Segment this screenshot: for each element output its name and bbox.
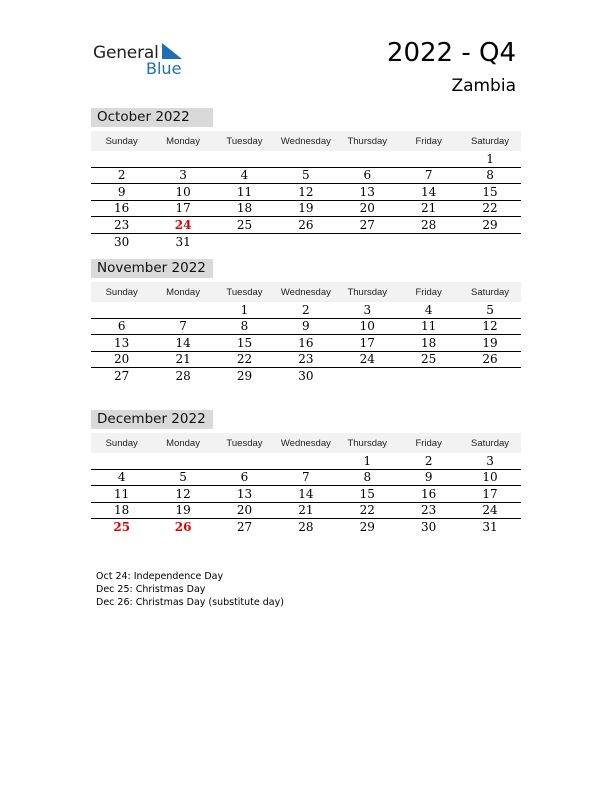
date-cell: 26 <box>298 217 314 232</box>
date-cell: 28 <box>421 217 437 232</box>
date-cell: 10 <box>175 184 191 199</box>
date-cell: 5 <box>302 168 310 183</box>
weekday-label: Tuesday <box>226 286 263 298</box>
date-cell: 23 <box>298 352 314 367</box>
date-cell: 2 <box>424 453 433 468</box>
weekday-label: Thursday <box>347 135 388 147</box>
weekday-label: Saturday <box>471 135 510 147</box>
date-cell: 8 <box>363 470 372 485</box>
date-cell: 5 <box>486 302 494 317</box>
holiday-note: Oct 24: Independence Day <box>96 571 224 582</box>
week-row <box>91 319 521 336</box>
generalblue-logo <box>93 40 203 80</box>
date-cell: 30 <box>421 520 437 535</box>
date-cell: 29 <box>482 217 498 232</box>
date-cell: 12 <box>482 319 498 334</box>
weekday-label: Monday <box>166 286 200 298</box>
week-row <box>91 368 521 385</box>
date-cell: 20 <box>114 352 130 367</box>
date-cell: 18 <box>114 503 130 518</box>
month-december <box>91 410 521 536</box>
date-cell: 7 <box>302 470 310 485</box>
date-cell: 23 <box>114 217 130 232</box>
weekday-label: Monday <box>166 437 200 449</box>
week-row <box>91 519 521 536</box>
date-cell: 27 <box>359 217 375 232</box>
holiday-date-cell: 25 <box>113 520 131 535</box>
month-october <box>91 108 521 250</box>
date-cell: 7 <box>179 319 187 334</box>
date-cell: 2 <box>302 302 310 317</box>
date-cell: 19 <box>482 335 498 350</box>
holiday-date-cell: 26 <box>174 520 192 535</box>
date-cell: 4 <box>240 168 249 183</box>
logo-word-general: General <box>93 43 159 63</box>
date-cell: 17 <box>359 335 375 350</box>
date-cell: 19 <box>175 503 191 518</box>
date-cell: 26 <box>482 352 498 367</box>
weekday-header-row <box>91 433 521 453</box>
date-cell: 24 <box>359 352 375 367</box>
date-cell: 27 <box>114 369 130 384</box>
date-cell: 22 <box>236 352 253 367</box>
date-cell: 17 <box>175 201 191 216</box>
month-november <box>91 259 521 385</box>
weekday-label: Tuesday <box>226 437 263 449</box>
date-cell: 9 <box>117 184 126 199</box>
date-cell: 16 <box>421 486 437 501</box>
weekday-label: Thursday <box>347 437 388 449</box>
weekday-label: Monday <box>166 135 200 147</box>
weekday-header-row <box>91 282 521 302</box>
date-cell: 25 <box>421 352 437 367</box>
date-cell: 14 <box>421 184 437 199</box>
date-cell: 29 <box>236 369 253 384</box>
week-row <box>91 151 521 168</box>
weekday-label: Saturday <box>471 437 510 449</box>
week-row <box>91 453 521 470</box>
date-cell: 31 <box>175 234 191 249</box>
weekday-label: Friday <box>415 286 442 298</box>
date-cell: 3 <box>363 302 372 317</box>
date-cell: 30 <box>298 369 314 384</box>
weekday-label: Tuesday <box>226 135 263 147</box>
week-row <box>91 486 521 503</box>
date-cell: 6 <box>117 319 126 334</box>
date-cell: 1 <box>486 151 494 166</box>
date-cell: 2 <box>117 168 126 183</box>
date-cell: 14 <box>298 486 314 501</box>
logo-word-blue: Blue <box>146 59 182 78</box>
date-cell: 11 <box>421 319 437 334</box>
date-cell: 21 <box>421 201 437 216</box>
date-cell: 11 <box>114 486 130 501</box>
date-cell: 13 <box>359 184 375 199</box>
date-cell: 1 <box>240 302 249 317</box>
date-cell: 13 <box>114 335 130 350</box>
date-cell: 16 <box>298 335 314 350</box>
weekday-label: Sunday <box>105 135 138 147</box>
date-cell: 12 <box>298 184 314 199</box>
weekday-label: Friday <box>415 437 442 449</box>
date-cell: 15 <box>236 335 253 350</box>
date-cell: 4 <box>117 470 126 485</box>
date-cell: 18 <box>421 335 437 350</box>
date-cell: 5 <box>179 470 187 485</box>
date-cell: 13 <box>236 486 253 501</box>
date-cell: 29 <box>359 520 375 535</box>
date-cell: 10 <box>482 470 498 485</box>
week-row <box>91 201 521 218</box>
weekday-label: Friday <box>415 135 442 147</box>
weekday-label: Wednesday <box>280 437 331 449</box>
date-cell: 20 <box>359 201 375 216</box>
date-cell: 10 <box>359 319 375 334</box>
holiday-note: Dec 25: Christmas Day <box>96 584 206 595</box>
week-row <box>91 168 521 185</box>
date-cell: 20 <box>236 503 253 518</box>
date-cell: 25 <box>236 217 253 232</box>
week-row <box>91 184 521 201</box>
month-title: November 2022 <box>91 259 213 278</box>
date-cell: 24 <box>482 503 498 518</box>
date-cell: 27 <box>236 520 253 535</box>
week-row <box>91 217 521 234</box>
date-cell: 15 <box>482 184 498 199</box>
date-cell: 1 <box>363 453 372 468</box>
date-cell: 28 <box>175 369 191 384</box>
date-cell: 15 <box>359 486 375 501</box>
date-cell: 22 <box>482 201 498 216</box>
weekday-label: Sunday <box>105 286 138 298</box>
date-cell: 19 <box>298 201 314 216</box>
month-title: October 2022 <box>91 108 213 127</box>
weekday-header-row <box>91 131 521 151</box>
date-cell: 16 <box>114 201 130 216</box>
country-name: Zambia <box>451 76 516 96</box>
week-row <box>91 302 521 319</box>
page-title: 2022 - Q4 <box>386 38 516 68</box>
logo-triangle-icon <box>162 43 182 59</box>
weekday-label: Wednesday <box>280 135 331 147</box>
week-row <box>91 335 521 352</box>
weekday-label: Saturday <box>471 286 510 298</box>
date-cell: 30 <box>114 234 130 249</box>
date-cell: 8 <box>240 319 249 334</box>
holiday-notes <box>96 570 284 609</box>
date-cell: 7 <box>424 168 433 183</box>
date-cell: 21 <box>175 352 191 367</box>
date-cell: 9 <box>302 319 310 334</box>
month-title: December 2022 <box>91 410 213 429</box>
date-cell: 17 <box>482 486 498 501</box>
week-row <box>91 352 521 369</box>
weekday-label: Sunday <box>105 437 138 449</box>
date-cell: 18 <box>236 201 253 216</box>
weekday-label: Wednesday <box>280 286 331 298</box>
week-row <box>91 234 521 251</box>
date-cell: 12 <box>175 486 191 501</box>
date-cell: 9 <box>424 470 433 485</box>
week-row <box>91 470 521 487</box>
holiday-note: Dec 26: Christmas Day (substitute day) <box>96 597 284 608</box>
date-cell: 23 <box>421 503 437 518</box>
date-cell: 14 <box>175 335 191 350</box>
weekday-label: Thursday <box>347 286 388 298</box>
date-cell: 11 <box>236 184 253 199</box>
holiday-date-cell: 24 <box>174 217 192 232</box>
week-row <box>91 503 521 520</box>
date-cell: 22 <box>359 503 375 518</box>
date-cell: 28 <box>298 520 314 535</box>
date-cell: 31 <box>482 520 498 535</box>
date-cell: 4 <box>424 302 433 317</box>
date-cell: 6 <box>240 470 249 485</box>
date-cell: 8 <box>486 168 494 183</box>
date-cell: 21 <box>298 503 314 518</box>
date-cell: 6 <box>363 168 372 183</box>
date-cell: 3 <box>179 168 187 183</box>
date-cell: 3 <box>486 453 494 468</box>
